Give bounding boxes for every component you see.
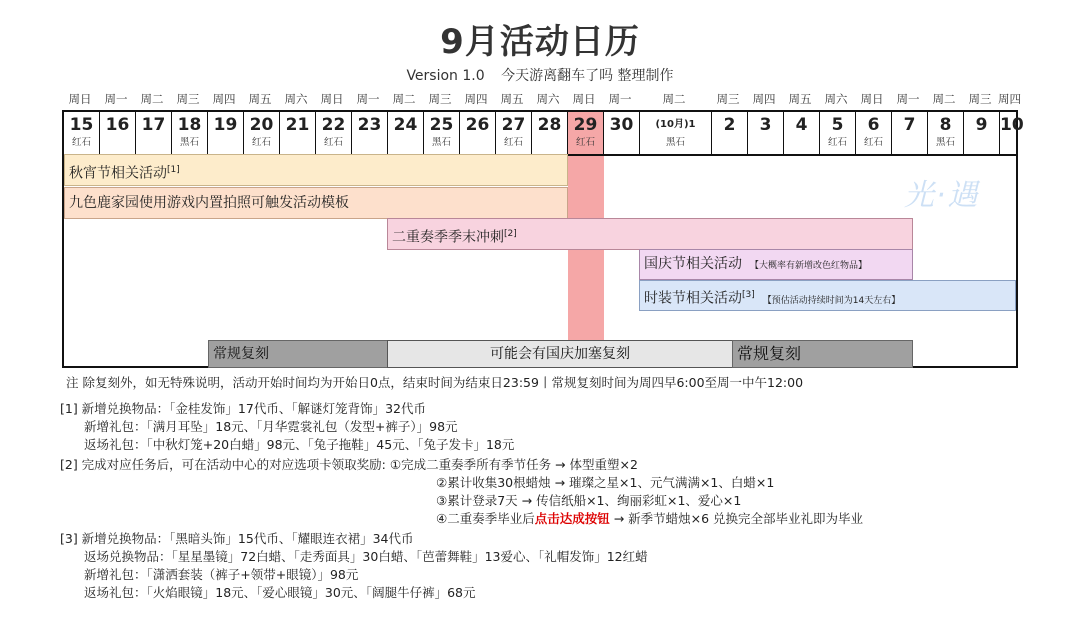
event-national-day-extra: 【大概率有新增改色红物品】 — [750, 261, 868, 271]
date-number: 8 — [939, 115, 952, 135]
date-cell — [172, 112, 208, 154]
date-stone-label: 红石 — [323, 137, 343, 148]
date-number: 28 — [537, 115, 562, 135]
note-2-d — [436, 510, 863, 528]
date-number: 22 — [321, 115, 346, 135]
date-number: 6 — [867, 115, 880, 135]
date-cell — [64, 112, 100, 154]
date-number: 20 — [249, 115, 274, 135]
rerun-maybe-label: 可能会有国庆加塞复刻 — [490, 346, 630, 362]
date-stone-label: 红石 — [503, 137, 523, 148]
event-double-season-label: 二重奏季季末冲刺 — [392, 229, 504, 246]
rerun-regular-1-label: 常规复刻 — [213, 346, 269, 362]
weekday-label: 周三 — [428, 92, 452, 106]
author-label: 今天游离翻车了吗 整理制作 — [501, 68, 674, 84]
event-nine-deer-label: 九色鹿家园使用游戏内置拍照可触发活动模板 — [69, 195, 349, 211]
date-number: 19 — [213, 115, 238, 135]
event-nine-deer[interactable] — [64, 187, 568, 219]
date-cell — [568, 112, 604, 154]
date-cell — [1000, 112, 1024, 154]
weekday-label: 周五 — [500, 92, 524, 106]
date-number: 27 — [501, 115, 526, 135]
weekday-label: 周三 — [968, 92, 992, 106]
date-number: 26 — [465, 115, 490, 135]
event-fashion[interactable] — [639, 280, 1016, 311]
date-cell — [820, 112, 856, 154]
date-number: 16 — [105, 115, 130, 135]
date-number: 15 — [69, 115, 94, 135]
date-cell — [100, 112, 136, 154]
date-stone-label: 红石 — [251, 137, 271, 148]
weekday-label: 周日 — [68, 92, 92, 106]
weekday-label: 周六 — [536, 92, 560, 106]
weekday-label: 周二 — [392, 92, 416, 106]
achieve-button-hint: 点击达成按钮 — [534, 511, 610, 526]
date-cell — [532, 112, 568, 154]
note-intro: 注 除复刻外，如无特殊说明，活动开始时间均为开始日0点，结束时间为结束日23:59丨常规复刻时间为周四早6:00至周一中午12:00 — [66, 375, 804, 390]
date-number: 2 — [723, 115, 736, 135]
page-title: 9月活动日历 — [440, 22, 640, 62]
date-number: 17 — [141, 115, 166, 135]
date-cell — [424, 112, 460, 154]
note-2-d-pre: ④二重奏季毕业后 — [436, 511, 535, 526]
watermark-logo: 光·遇 — [904, 178, 980, 213]
date-cell — [136, 112, 172, 154]
event-national-day[interactable] — [639, 249, 913, 280]
date-stone-label: 红石 — [827, 137, 847, 148]
date-cell — [928, 112, 964, 154]
weekday-label: 周一 — [896, 92, 920, 106]
note-3-a: [3] 新增兑换物品：「黑暗头饰」15代币、「耀眼连衣裙」34代币 — [60, 531, 414, 546]
weekday-label: 周日 — [860, 92, 884, 106]
weekday-label: 周六 — [824, 92, 848, 106]
event-double-season[interactable] — [387, 218, 913, 250]
note-1-a: [1] 新增兑换物品：「金桂发饰」17代币、「解谜灯笼背饰」32代币 — [60, 401, 426, 416]
weekday-label: 周一 — [608, 92, 632, 106]
date-cell — [640, 112, 712, 154]
date-number: 25 — [429, 115, 454, 135]
date-cell — [388, 112, 424, 154]
date-stone-label: 黑石 — [935, 137, 955, 148]
date-stone-label: 黑石 — [431, 137, 451, 148]
date-number: 7 — [903, 115, 916, 135]
weekday-label: 周四 — [464, 92, 488, 106]
weekday-label: 周日 — [320, 92, 344, 106]
note-3-c: 新增礼包：「潇洒套装（裤子+领带+眼镜）」98元 — [84, 567, 359, 582]
note-1-b: 新增礼包：「满月耳坠」18元、「月华霓裳礼包（发型+裤子）」98元 — [84, 419, 458, 434]
date-number: 30 — [609, 115, 634, 135]
weekday-label: 周一 — [104, 92, 128, 106]
note-3-d: 返场礼包：「火焰眼镜」18元、「爱心眼镜」30元、「阔腿牛仔裤」68元 — [84, 585, 476, 600]
weekday-label: 周三 — [716, 92, 740, 106]
date-number: 24 — [393, 115, 418, 135]
date-number: 10 — [1000, 115, 1024, 135]
date-cell — [208, 112, 244, 154]
weekday-label: 周一 — [356, 92, 380, 106]
event-mid-autumn-note: [1] — [167, 165, 180, 175]
note-2-d-post: → 新季节蜡烛×6 兑换完全部毕业礼即为毕业 — [609, 511, 864, 526]
event-fashion-label: 时装节相关活动 — [644, 290, 742, 307]
note-2-a: [2] 完成对应任务后，可在活动中心的对应选项卡领取奖励: ①完成二重奏季所有季节任务 → 体型重塑×2 — [60, 457, 638, 472]
date-cell — [892, 112, 928, 154]
rerun-regular-2-label: 常规复刻 — [737, 344, 802, 363]
date-row — [64, 112, 1024, 156]
note-2-c: ③累计登录7天 → 传信纸船×1、绚丽彩虹×1、爱心×1 — [436, 493, 742, 508]
weekday-label: 周四 — [998, 92, 1021, 106]
weekday-label: 周五 — [248, 92, 272, 106]
date-stone-label: 黑石 — [665, 137, 685, 148]
date-cell — [316, 112, 352, 154]
date-cell — [352, 112, 388, 154]
date-stone-label: 红石 — [71, 137, 91, 148]
date-cell — [244, 112, 280, 154]
date-cell — [712, 112, 748, 154]
date-number: 29 — [573, 115, 598, 135]
note-1-c: 返场礼包：「中秋灯笼+20白蜡」98元、「兔子拖鞋」45元、「兔子发卡」18元 — [84, 437, 515, 452]
weekday-label: 周五 — [788, 92, 812, 106]
date-cell — [496, 112, 532, 154]
weekday-label: 周四 — [752, 92, 776, 106]
weekday-label: 周三 — [176, 92, 200, 106]
note-2-b: ②累计收集30根蜡烛 → 璀璨之星×1、元气满满×1、白蜡×1 — [436, 475, 775, 490]
date-number: 3 — [759, 115, 772, 135]
date-cell — [460, 112, 496, 154]
subtitle — [0, 65, 1080, 85]
version-label: Version 1.0 — [406, 68, 485, 84]
event-mid-autumn-label: 秋宵节相关活动 — [69, 165, 167, 182]
weekday-row — [62, 90, 1021, 108]
date-cell — [604, 112, 640, 154]
rerun-regular-2[interactable] — [732, 340, 913, 368]
event-national-day-label: 国庆节相关活动 — [644, 256, 742, 272]
date-number: 18 — [177, 115, 202, 135]
event-fashion-extra: 【预估活动持续时间为14天左右】 — [762, 295, 901, 306]
date-number: 4 — [795, 115, 808, 135]
date-number: 23 — [357, 115, 382, 135]
event-fashion-note: [3] — [742, 290, 755, 300]
weekday-label: 周二 — [662, 92, 686, 106]
date-number: 5 — [831, 115, 844, 135]
weekday-label: 周四 — [212, 92, 236, 106]
weekday-label: 周六 — [284, 92, 308, 106]
weekday-label: 周日 — [572, 92, 596, 106]
date-stone-label: 红石 — [863, 137, 883, 148]
calendar-grid — [62, 110, 1024, 368]
date-cell — [784, 112, 820, 154]
date-cell — [856, 112, 892, 154]
weekday-label: 周二 — [932, 92, 956, 106]
date-cell — [964, 112, 1000, 154]
date-stone-label: 红石 — [575, 137, 595, 148]
date-number: 21 — [285, 115, 310, 135]
date-number: 9 — [975, 115, 988, 135]
date-cell — [280, 112, 316, 154]
date-number: (10月)1 — [655, 119, 696, 130]
note-3-b: 返场兑换物品：「星星墨镜」72白蜡、「走秀面具」30白蜡、「芭蕾舞鞋」13爱心、「礼帽发饰」12红蜡 — [84, 549, 648, 564]
date-cell — [748, 112, 784, 154]
rerun-maybe[interactable] — [387, 340, 733, 368]
rerun-regular-1[interactable] — [208, 340, 388, 368]
event-double-season-note: [2] — [504, 229, 517, 239]
date-stone-label: 黑石 — [179, 137, 199, 148]
event-mid-autumn[interactable] — [64, 154, 568, 186]
weekday-label: 周二 — [140, 92, 164, 106]
